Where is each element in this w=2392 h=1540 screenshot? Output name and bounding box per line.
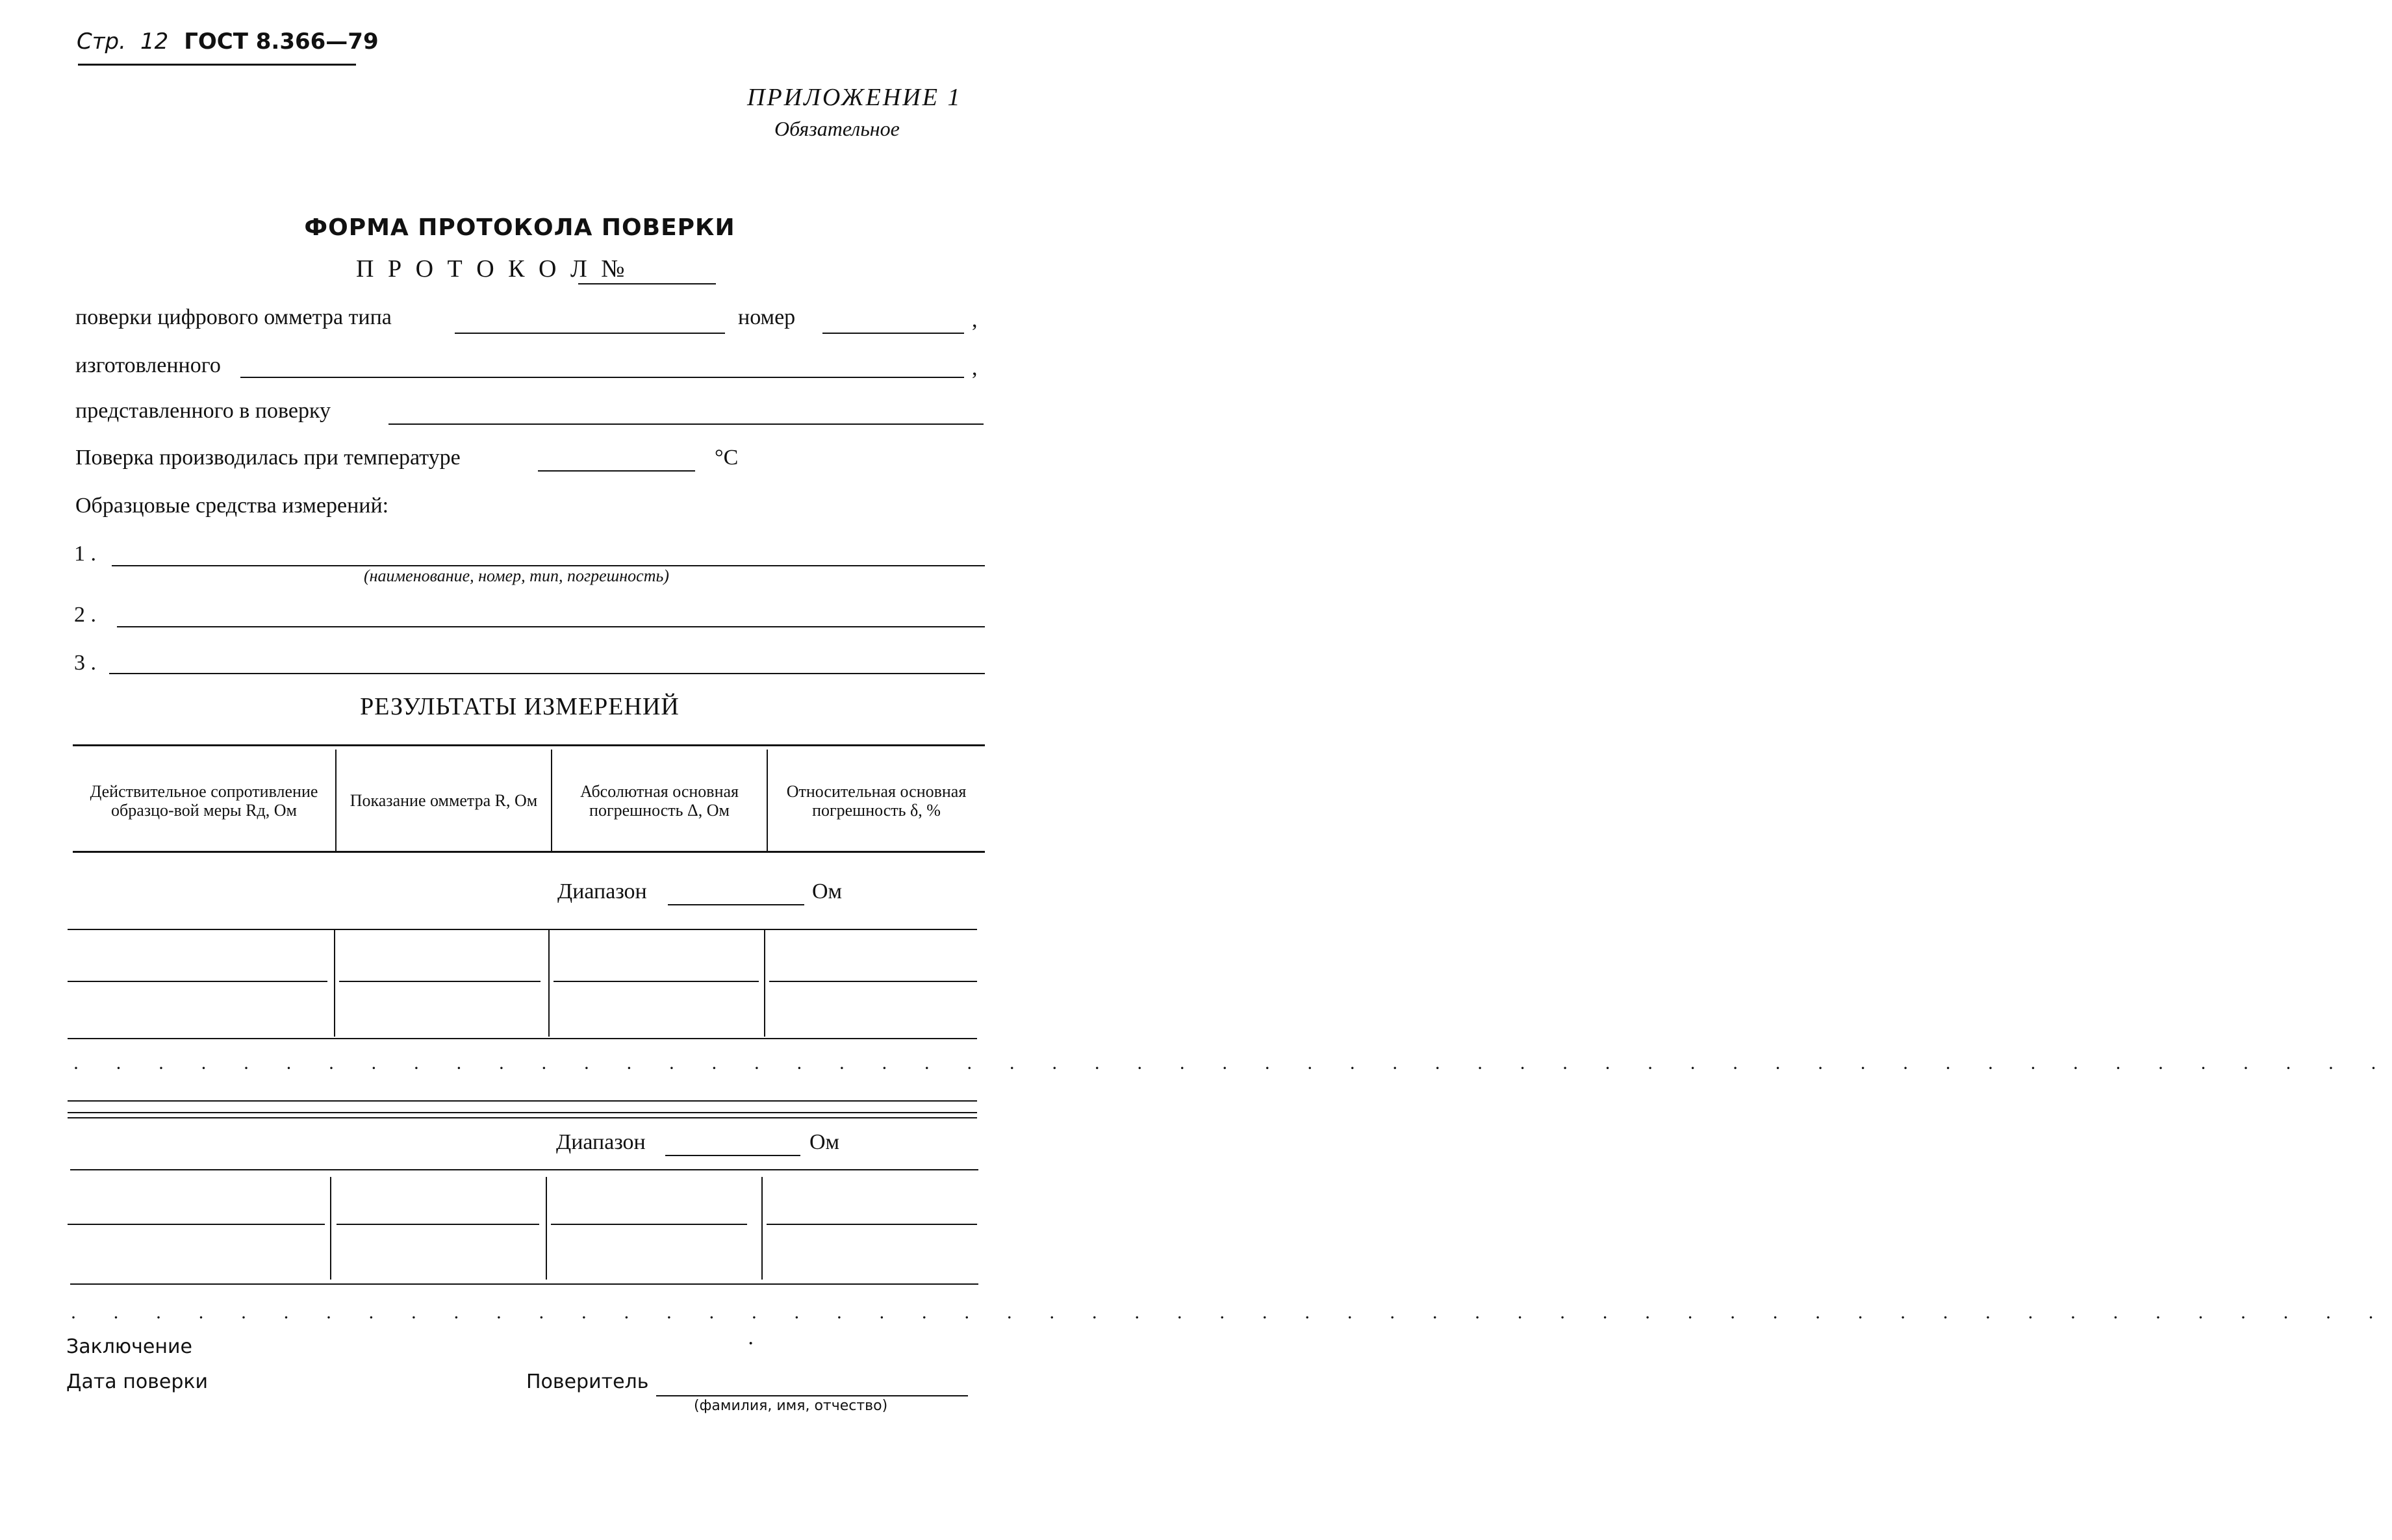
separator-rule-2 [68,1112,977,1113]
range-2-unit: Ом [809,1130,840,1154]
page-label: Стр. [77,29,126,55]
form-title: ФОРМА ПРОТОКОЛА ПОВЕРКИ [304,214,735,241]
item-3-label: 3 . [74,651,96,675]
header-cell-absolute-error: Абсолютная основная погрешность Δ, Ом [579,781,739,820]
range-2-top-rule [70,1169,978,1170]
appendix-title: ПРИЛОЖЕНИЕ 1 [747,84,962,111]
header-divider-3 [767,750,768,851]
temperature-unit: °С [715,446,739,470]
table-row [551,1224,747,1225]
manufactured-line [240,377,964,378]
table-row [769,981,977,982]
range-1-divider-3 [764,930,765,1037]
separator-rule-1 [68,1100,977,1102]
range-1-divider-1 [334,930,335,1037]
table-row [767,1224,977,1225]
range-2-divider-3 [761,1177,763,1280]
standards-label: Образцовые средства измерений: [75,494,389,518]
item-1-label: 1 . [74,542,96,566]
verifier-label: Поверитель [526,1370,649,1393]
appendix-subtitle: Обязательное [774,117,900,140]
range-2-line [665,1155,800,1156]
range-1-line [668,904,804,905]
comma-1: , [972,308,978,332]
range-2-divider-1 [330,1177,331,1280]
range-1-bottom-rule [68,1038,977,1039]
temperature-line [538,470,695,472]
page-number: 12 [140,29,169,55]
date-label: Дата поверки [66,1370,208,1393]
header-bottom-rule [73,851,985,853]
table-row [337,1224,539,1225]
item-2-label: 2 . [74,603,96,627]
range-1-divider-2 [548,930,550,1037]
comma-2: , [972,356,978,380]
protocol-label: П Р О Т О К О Л № [356,255,629,283]
stray-dot: · [747,1332,755,1356]
range-2-bottom-rule [70,1283,978,1285]
number-label: номер [738,305,796,329]
table-row [68,981,327,982]
manufactured-label: изготовленного [75,353,221,377]
ohmmeter-type-label: поверки цифрового омметра типа [75,305,392,329]
header-cell-relative-error: Относительная основная погрешность δ, % [786,781,967,820]
number-line [822,333,964,334]
range-2-label: Диапазон [556,1130,646,1154]
range-1-label: Диапазон [557,879,647,903]
verifier-caption: (фамилия, имя, отчество) [694,1398,888,1414]
item-3-line [109,673,985,674]
range-1-top-rule [68,929,977,930]
protocol-number-line [578,283,716,284]
page-header [77,29,379,55]
gost-code: ГОСТ 8.366—79 [184,29,379,55]
verifier-line [656,1395,968,1396]
table-row [339,981,541,982]
header-cell-standard-resistance: Действительное сопротивление образцо-вой меры Rд, Ом [90,781,318,820]
table-top-rule [73,744,985,746]
dotted-separator-2: · · · · · · · · · · · · · · · · · · · · · · · · · · · · · · · · · · · · · · · · · · · · · · · · · · · · · · · [70,1307,2390,1328]
conclusion-label: Заключение [66,1335,192,1358]
item-2-line [117,626,985,627]
ohmmeter-type-line [455,333,725,334]
header-rule [78,64,356,66]
range-2-divider-2 [546,1177,547,1280]
header-divider-1 [335,750,337,851]
submitted-line [388,423,984,425]
temperature-label: Поверка производилась при температуре [75,446,461,470]
table-row [68,1224,325,1225]
header-cell-ohmmeter-reading: Показание омметра R, Ом [350,791,538,811]
dotted-separator-1: · · · · · · · · · · · · · · · · · · · · · · · · · · · · · · · · · · · · · · · · · · · · · · · · · · · · · · · [73,1057,2392,1079]
results-title: РЕЗУЛЬТАТЫ ИЗМЕРЕНИЙ [360,693,680,720]
header-divider-2 [551,750,552,851]
separator-rule-3 [68,1117,977,1118]
submitted-label: представленного в поверку [75,399,331,423]
range-1-unit: Ом [812,879,843,903]
item-caption: (наименование, номер, тип, погрешность) [364,566,669,585]
table-row [553,981,759,982]
